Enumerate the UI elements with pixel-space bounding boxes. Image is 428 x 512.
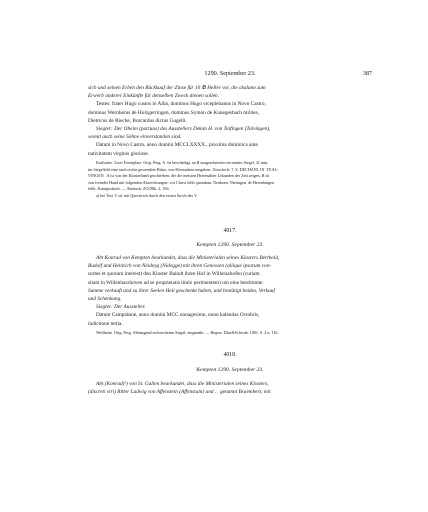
note-line: VINGEN . A ist von der Klosterhand geschrieben, die die meisten Herrenalber Urkunden der Zeit zeigen, B ist — [88, 173, 270, 179]
dating-line: indictione tertia. — [88, 320, 123, 327]
witness-line: dominus Wernherus de Holzgerringen, dominus Symon de Kunegesbach milites, — [88, 109, 260, 116]
note-line: im Siegelfeld eine nach rechts gewendete Büste, von Kleeranken umgeben; Umschrift: † .S. DECHANI .IN .TEAL- — [88, 166, 279, 172]
sealer-line: womit auch seine Söhne einverstanden sind. — [88, 134, 182, 141]
charter-4018 — [88, 380, 372, 396]
charter-4017 — [88, 254, 372, 328]
page-number: 387 — [362, 70, 372, 77]
text-line: Abt Konrad von Kempten beurkundet, dass die Ministerialen seines Klosters Berthold, — [96, 255, 280, 261]
text-line: sortes et quorum interest) den Kloster Baindt ihren Hof in Willerazhofen (curiam — [88, 271, 260, 278]
note-line: Weilheim. Orig. Perg. Abhangend zerbrochenes Siegel, eingenäht. — Regest: Dürr&Schwab. 1801, S. 2 n. 116. — [96, 330, 279, 335]
witness-line: Dietricus de Rieche, Burcardus dictus Gugelli. — [88, 117, 187, 124]
sealer-line: Siegler: Der Aussteller. — [96, 304, 146, 311]
document-place-date: Kempten 1290. September 23. — [196, 367, 264, 373]
header-date: 1290. September 23. — [204, 70, 256, 77]
dating-line: Datum in Novo Castro, anno domini MCCLXXXX., proxima dominica ante — [96, 142, 258, 149]
document-number: 4017. — [223, 228, 237, 234]
dating-line: Datum Campidone, anno domini MCC nonagesimo, nono kalendas Octobris, — [96, 312, 260, 319]
text-line: sitam in Willenharzhoven ad se proprietatis titulo pertinentem) um eine bestimmte — [88, 279, 263, 286]
text-line: Summe verkauft und zu ihrer Seelen Heil geschenkt haben, und bestätigt beides, Verkauf — [88, 287, 275, 294]
text-line: Abt (Konrad)¹) von St. Gallen beurkundet, dass die Ministerialen seines Klosters, — [96, 381, 269, 387]
footnote-line: a) bei Text V sd. mit Querstrich durch den ersten Strich des V. — [96, 192, 198, 198]
document-place-date: Kempten 1290. September 23. — [196, 242, 264, 248]
archival-notes — [88, 160, 372, 200]
archival-notes-4017 — [88, 330, 372, 337]
document-number: 4018. — [223, 352, 237, 358]
running-header — [88, 70, 372, 80]
note-line: fehlt, Kunegesbach. — Abdruck: ZGORh. 2, 356. — [88, 186, 170, 192]
note-line: von fremder Hand mit folgenden Abweichungen: vor Christ fehlt quondam, Neuhoen, Nettingen, de Herenbingen — [88, 179, 274, 185]
sealer-line: Siegler: Der Oheim (patruus) des Ausstellers Dekan H. von Taifingen (Talvingen), — [96, 125, 271, 132]
text-line: Rudolf und Heinrich von Neideyg (Nidegge) mit ihren Genossen (aliique ipsorum con- — [88, 263, 272, 270]
text-line: (discreti viri) Ritter Ludwig von Affenstein (Affenstain) und . . genannt Braembert, mit — [88, 389, 271, 396]
text-line: und Schenkung. — [88, 295, 122, 302]
text-line: sich und seinen Erben den Rückkauf der Zinse für 10 ℔ Heller vor, die alsdann zum — [88, 85, 266, 91]
text-line: Erwerb anderer Einkünfte für denselben Zweck dienen sollen. — [88, 93, 220, 100]
charter-continuation — [88, 84, 372, 158]
witness-line: Testes: frater Hugo custos in Alba, dominus Hugo viceplebanus in Novo Castro, — [96, 101, 266, 108]
dating-line: nativitatem virginis gloriose. — [88, 150, 149, 157]
note-line: Karlsruhe. Zwei Exemplare. Orig. Perg. A. Ist beschädigt, an R ausgeschnitten ein rundes Siegel, 41 mm, — [96, 160, 269, 165]
